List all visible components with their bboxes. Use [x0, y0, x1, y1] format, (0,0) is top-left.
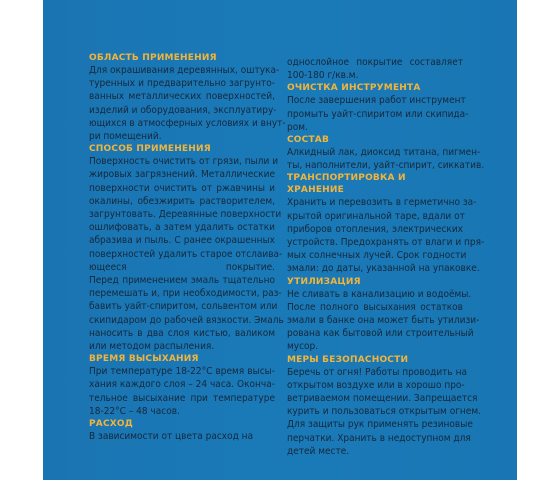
paragraph-line: промыть уайт-спиритом или скипида- — [287, 108, 469, 120]
paragraph-line: абразива и пыль. С ранее окрашенных — [89, 235, 275, 247]
paragraph-line: приборов отопления, электрических — [287, 223, 463, 235]
paragraph-line: рована как бытовой или строительный — [287, 328, 474, 340]
section-heading: СОСТАВ — [287, 135, 330, 146]
paragraph-line: устройств. Предохранять от влаги и пря- — [287, 237, 485, 249]
paragraph-line: крытой оригинальной таре, вдали от — [287, 210, 465, 222]
paragraph-line: При температуре 18-22°С время высы- — [89, 366, 275, 378]
paragraph-line: Алкидный лак, диоксид титана, пигмен- — [287, 147, 481, 159]
paragraph-line: жировых загрязнений. Металлические — [89, 169, 275, 181]
section-paragraph — [287, 146, 485, 172]
text-section — [287, 134, 485, 172]
paragraph-line: окалины, обезжирить растворителем, — [89, 195, 275, 207]
section-paragraph — [287, 366, 481, 458]
paragraph-line: загрунтовать. Деревянные поверхности — [89, 209, 282, 221]
paragraph-line: мых солнечных лучей. Срок годности — [287, 250, 467, 262]
section-heading: МЕРЫ БЕЗОПАСНОСТИ — [287, 354, 409, 365]
section-heading: РАСХОД — [89, 419, 133, 430]
text-section — [287, 56, 463, 82]
section-heading: СПОСОБ ПРИМЕНЕНИЯ — [89, 144, 211, 155]
paragraph-line: Беречь от огня! Работы проводить на — [287, 366, 467, 378]
paragraph-line: ошлифовать, а затем удалить остатки — [89, 222, 275, 234]
paragraph-line: хания каждого слоя – 24 часа. Оконча- — [89, 379, 275, 391]
paragraph-line: скипидаром до рабочей вязкости. Эмаль — [89, 314, 284, 326]
paragraph-line: перемешать и, при необходимости, раз- — [89, 288, 282, 300]
section-heading: УТИЛИЗАЦИЯ — [287, 276, 361, 287]
paragraph-line: ющееся покрытие. — [89, 261, 275, 273]
text-section — [89, 418, 275, 443]
text-section — [287, 354, 481, 458]
section-paragraph — [89, 430, 275, 443]
text-section — [89, 52, 286, 143]
section-paragraph — [89, 64, 286, 143]
paragraph-line: эмали: до даты, указанной на упаковке. — [287, 263, 480, 275]
section-paragraph — [287, 288, 480, 354]
right-text-column — [287, 56, 485, 458]
paragraph-line: однослойное покрытие составляет — [287, 57, 463, 68]
paragraph-line: Для окрашивания деревянных, оштука- — [89, 65, 280, 76]
section-paragraph — [89, 365, 275, 418]
paragraph-line: наносить в два слоя кистью, валиком — [89, 327, 275, 339]
text-section — [89, 353, 275, 418]
paragraph-line: ри помещений. — [89, 131, 162, 143]
paragraph-line: ванных металлических поверхностей, — [89, 91, 275, 103]
paragraph-line: После завершения работ инструмент — [287, 95, 466, 107]
paragraph-line: ты, наполнители, уайт-спирит, сиккатив. — [287, 160, 485, 172]
paragraph-line: поверхностей удалить старое отслаива- — [89, 248, 283, 260]
paragraph-line: Для защиты рук применять резиновые — [287, 419, 473, 431]
text-section — [287, 82, 469, 134]
section-paragraph — [287, 56, 463, 82]
paragraph-line: ром. — [287, 121, 308, 133]
paragraph-line: Не сливать в канализацию и водоёмы. — [287, 288, 472, 300]
paragraph-line: открытом воздухе или в хорошо про- — [287, 379, 465, 391]
paragraph-line: перчатки. Хранить в недоступном для — [287, 432, 471, 444]
paragraph-line: мусор. — [287, 341, 319, 353]
section-paragraph — [89, 155, 284, 353]
paragraph-line: бавить уайт-спиритом, сольвентом или — [89, 301, 278, 313]
paragraph-line: детей месте. — [287, 445, 350, 457]
paragraph-line: В зависимости от цвета расход на — [89, 431, 254, 443]
paragraph-line: курить и пользоваться открытым огнем. — [287, 406, 481, 418]
paragraph-line: туренных и предварительно загрунто- — [89, 78, 275, 90]
section-paragraph — [287, 196, 485, 275]
section-heading: ВРЕМЯ ВЫСЫХАНИЯ — [89, 354, 199, 365]
paragraph-line: 18-22°С – 48 часов. — [89, 405, 180, 417]
text-section — [287, 172, 485, 275]
paragraph-line: ющихся в атмосферных условиях и внут- — [89, 117, 286, 129]
paragraph-line: 100-180 г/кв.м. — [287, 70, 359, 82]
paragraph-line: Перед применением эмаль тщательно — [89, 275, 275, 287]
paragraph-line: или методом распыления. — [89, 341, 215, 353]
left-text-column — [89, 52, 286, 443]
paragraph-line: Поверхность очистить от грязи, пыли и — [89, 156, 279, 168]
section-paragraph — [287, 94, 469, 134]
text-section — [287, 276, 480, 354]
text-section — [89, 143, 284, 353]
section-heading: ТРАНСПОРТИРОВКА И ХРАНЕНИЕ — [287, 173, 406, 196]
paragraph-line: Хранить и перевозить в герметично за- — [287, 197, 477, 209]
section-heading: ОЧИСТКА ИНСТРУМЕНТА — [287, 83, 421, 94]
paragraph-line: изделий и оборудования, эксплуатиру- — [89, 104, 277, 116]
paragraph-line: эмали в банке она может быть утилизи- — [287, 315, 480, 327]
paragraph-line: тельное высыхание при температуре — [89, 392, 275, 404]
paragraph-line: поверхности очистить от ржавчины и — [89, 182, 275, 194]
paragraph-line: ветриваемом помещении. Запрещается — [287, 393, 478, 405]
paragraph-line: После полного высыхания остатков — [287, 301, 463, 313]
section-heading: ОБЛАСТЬ ПРИМЕНЕНИЯ — [89, 53, 217, 63]
